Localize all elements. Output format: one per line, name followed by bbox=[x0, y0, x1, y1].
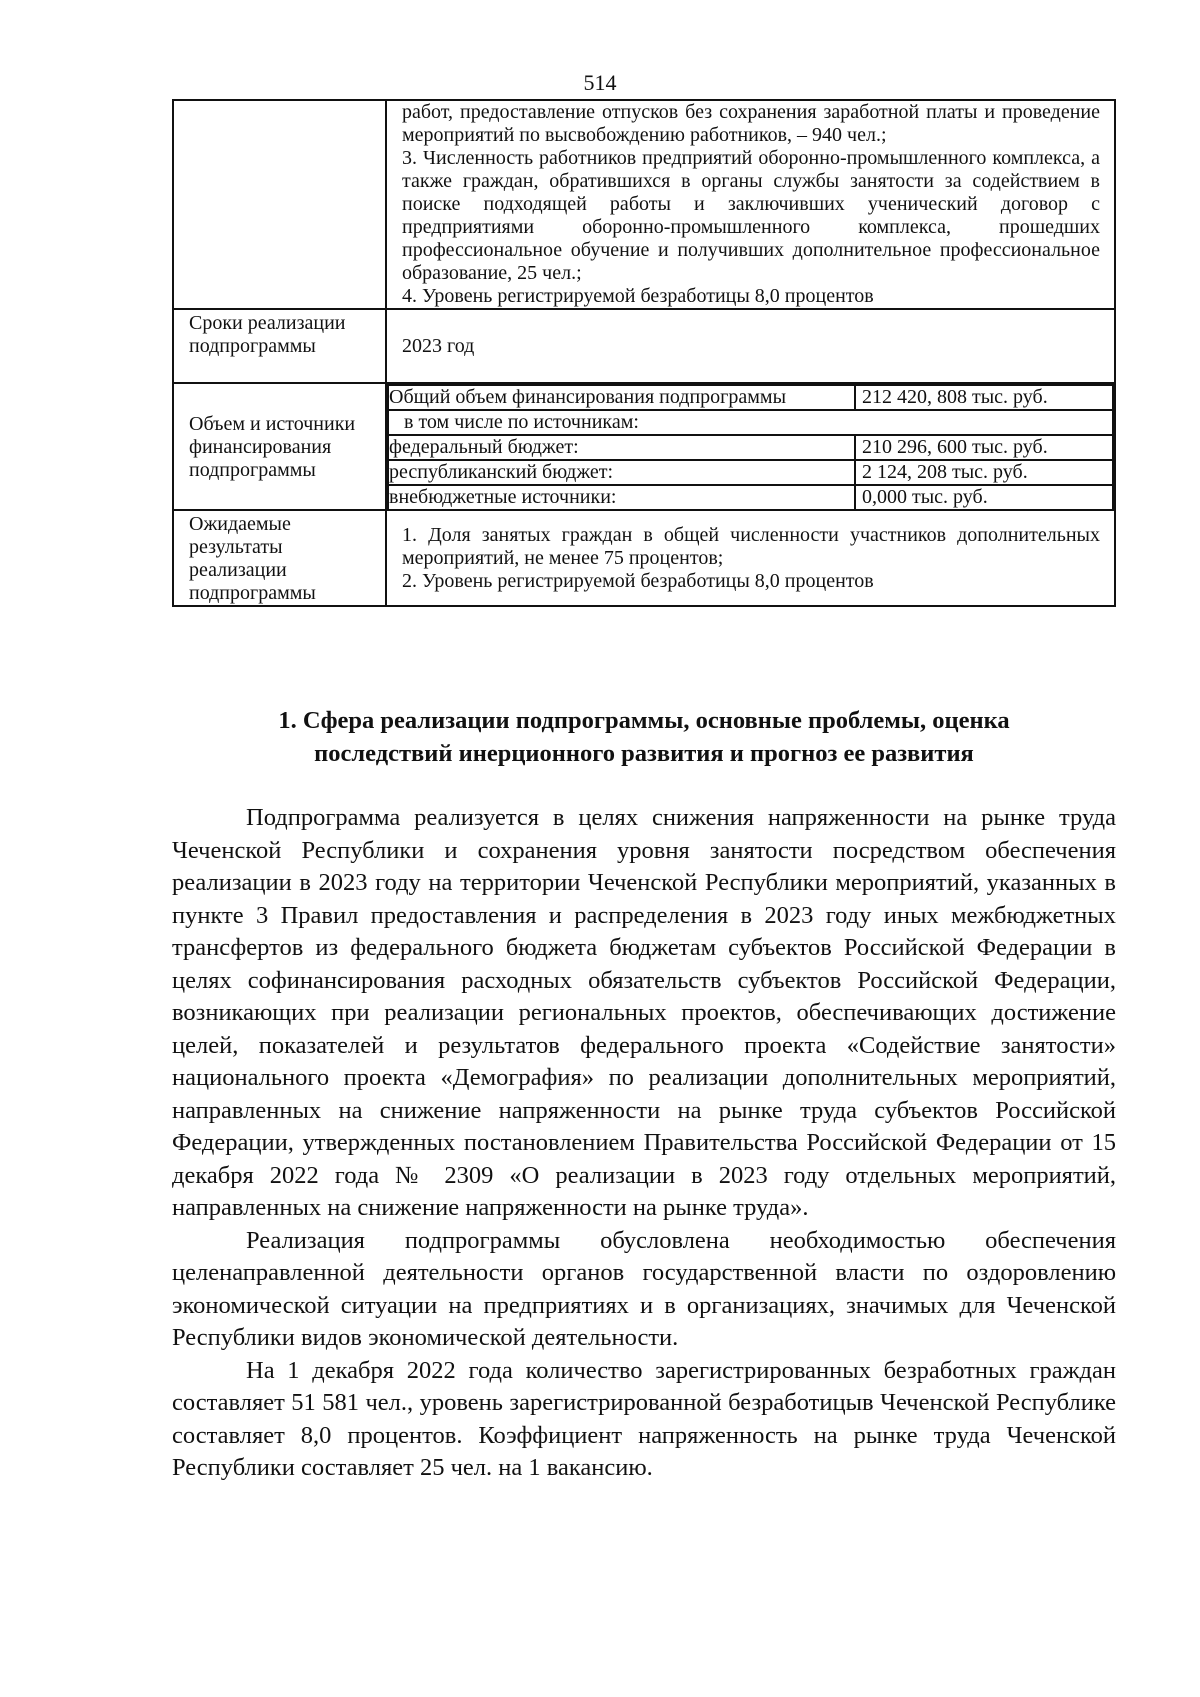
result-line: 2. Уровень регистрируемой безработицы 8,0 процентов bbox=[402, 569, 874, 592]
indicator-line: 3. Численность работников предприятий оборонно-промышленного комплекса, а также граждан, обратившихся в органы службы занятости за содействием в поиске подходящей работы и заключивших ученический договор с предприятиями оборонно-промышленного комплекса, прошедших профессиональное обучение и получивших дополнительное профессиональное образование, 25 чел.; bbox=[402, 147, 1100, 284]
table-row-results bbox=[173, 510, 1115, 606]
funding-source-row bbox=[388, 460, 1113, 485]
funding-source-value: 210 296, 600 тыс. руб. bbox=[855, 435, 1113, 460]
funding-sources-header-row bbox=[388, 410, 1113, 435]
empty-label-cell bbox=[173, 100, 386, 309]
funding-total-value: 212 420, 808 тыс. руб. bbox=[855, 385, 1113, 410]
funding-cell bbox=[386, 383, 1115, 510]
body-paragraph: На 1 декабря 2022 года количество зарегистрированных безработных граждан составляет 51 581 чел., уровень зарегистрированной безработицыв Чеченской Республике составляет 8,0 процентов. Коэффициент напряженность на рынке труда Чеченской Республики составляет 25 чел. на 1 вакансию. bbox=[172, 1356, 1116, 1481]
table-row-funding bbox=[173, 383, 1115, 510]
result-line: 1. Доля занятых граждан в общей численности участников дополнительных мероприятий, не менее 75 процентов; bbox=[402, 523, 1100, 569]
indicator-line: 4. Уровень регистрируемой безработицы 8,0 процентов bbox=[402, 285, 874, 307]
section-title-line: последствий инерционного развития и прогноз ее развития bbox=[314, 740, 974, 767]
funding-total-label: Общий объем финансирования подпрограммы bbox=[388, 385, 855, 410]
funding-sources-header: в том числе по источникам: bbox=[388, 410, 1113, 435]
terms-value-cell bbox=[386, 309, 1115, 383]
funding-source-label: внебюджетные источники: bbox=[388, 485, 855, 509]
indicator-line: работ, предоставление отпусков без сохранения заработной платы и проведение мероприятий по высвобождению работников, – 940 чел.; bbox=[402, 101, 1100, 146]
funding-source-row bbox=[388, 435, 1113, 460]
funding-subtable bbox=[387, 384, 1114, 509]
section-body bbox=[172, 802, 1116, 1485]
body-paragraph: Подпрограмма реализуется в целях снижения напряженности на рынке труда Чеченской Республики и сохранения уровня занятости посредством обеспечения реализации в 2023 году на территории Чеченской Республики мероприятий, указанных в пункте 3 Правил предоставления и распределения в 2023 году иных межбюджетных трансфертов из федерального бюджета бюджетам субъектов Российской Федерации в целях софинансирования расходных обязательств субъектов Российской Федерации, возникающих при реализации региональных проектов, обеспечивающих достижение целей, показателей и результатов федерального проекта «Содействие занятости» национального проекта «Демография» по реализации дополнительных мероприятий, направленных на снижение напряженности на рынке труда субъектов Российской Федерации, утвержденных постановлением Правительства Российской Федерации от 15 декабря 2022 года № 2309 «О реализации в 2023 году отдельных мероприятий, направленных на снижение напряженности на рынке труда». bbox=[172, 804, 1116, 1221]
funding-source-label: республиканский бюджет: bbox=[388, 460, 855, 485]
indicators-cell bbox=[386, 100, 1115, 309]
funding-source-value: 2 124, 208 тыс. руб. bbox=[855, 460, 1113, 485]
table-row-indicators-continued bbox=[173, 100, 1115, 309]
terms-value: 2023 год bbox=[402, 334, 475, 357]
section-title bbox=[172, 704, 1116, 770]
page-number: 514 bbox=[583, 70, 617, 95]
body-paragraph: Реализация подпрограммы обусловлена необходимостью обеспечения целенаправленной деятельности органов государственной власти по оздоровлению экономической ситуации на предприятиях и в организациях, значимых для Чеченской Республики видов экономической деятельности. bbox=[172, 1226, 1116, 1351]
table-row-terms bbox=[173, 309, 1115, 383]
funding-source-value: 0,000 тыс. руб. bbox=[855, 485, 1113, 509]
subprogram-passport-table bbox=[172, 99, 1116, 607]
funding-label: Объем и источники финансирования подпрограммы bbox=[173, 383, 386, 510]
funding-source-row bbox=[388, 485, 1113, 509]
terms-label: Сроки реализации подпрограммы bbox=[173, 309, 386, 383]
funding-source-label: федеральный бюджет: bbox=[388, 435, 855, 460]
section-title-line: 1. Сфера реализации подпрограммы, основные проблемы, оценка bbox=[278, 707, 1010, 734]
results-cell bbox=[386, 510, 1115, 606]
results-label: Ожидаемые результаты реализации подпрограммы bbox=[173, 510, 386, 606]
funding-total-row bbox=[388, 385, 1113, 410]
